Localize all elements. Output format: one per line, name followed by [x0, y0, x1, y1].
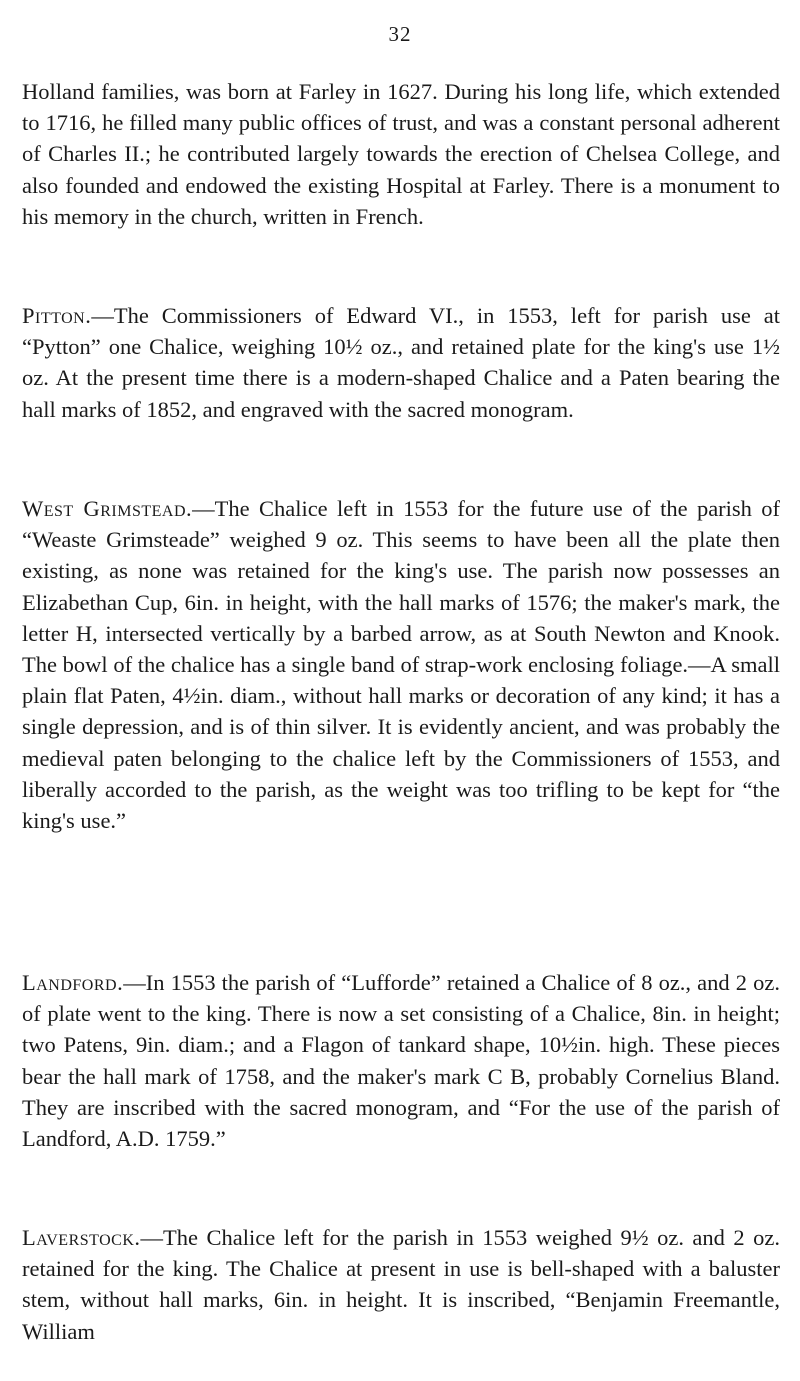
paragraph-west-grimstead [22, 493, 780, 836]
paragraph-text: —In 1553 the parish of “Lufforde” retained a Chalice of 8 oz., and 2 oz. of plate went to the king. There is now a set consisting of a Chalice, 8in. in height; two Patens, 9in. diam.; and a Flagon of tankard shape, 10½in. high. These pieces bear the hall mark of 1758, and the maker's mark C B, probably Cornelius Bland. They are inscribed with the sacred monogram, and “For the use of the parish of Landford, A.D. 1759.” [22, 970, 780, 1152]
paragraph-body [22, 967, 780, 1154]
paragraph-body [22, 1222, 780, 1347]
paragraph-heading: Landford. [22, 970, 124, 995]
paragraph-heading: Laverstock. [22, 1225, 141, 1250]
paragraph-text: —The Commissioners of Edward VI., in 1553, left for parish use at “Pytton” one Chalice, weighing 10½ oz., and retained plate for the king's use 1½ oz. At the present time there is a modern-shaped Chalice and a Paten bearing the hall marks of 1852, and engraved with the sacred monogram. [22, 303, 780, 422]
paragraph-laverstock [22, 1222, 780, 1347]
paragraph-body [22, 300, 780, 425]
paragraph-body [22, 493, 780, 836]
paragraph-heading: Pitton. [22, 303, 92, 328]
paragraph-pitton [22, 300, 780, 425]
paragraph-farley-continuation [22, 76, 780, 232]
paragraph-text: —The Chalice left in 1553 for the future use of the parish of “Weaste Grimsteade” weighed 9 oz. This seems to have been all the plate then existing, as none was retained for the king's use. The parish now possesses an Elizabethan Cup, 6in. in height, with the hall marks of 1576; the maker's mark, the letter H, intersected vertically by a barbed arrow, as at South Newton and Knook. The bowl of the chalice has a single band of strap-work enclosing foliage.—A small plain flat Paten, 4½in. diam., without hall marks or decoration of any kind; it has a single depression, and is of thin silver. It is evidently ancient, and was probably the medieval paten belonging to the chalice left by the Commissioners of 1553, and liberally accorded to the parish, as the weight was too trifling to be kept for “the king's use.” [22, 496, 780, 834]
paragraph-landford [22, 967, 780, 1154]
paragraph-text: —The Chalice left for the parish in 1553 weighed 9½ oz. and 2 oz. retained for the king. The Chalice at present in use is bell-shaped with a baluster stem, without hall marks, 6in. in height. It is inscribed, “Benjamin Freemantle, William [22, 1225, 780, 1344]
paragraph-text: Holland families, was born at Farley in 1627. During his long life, which extended to 1716, he filled many public offices of trust, and was a constant personal adherent of Charles II.; he contributed largely towards the erection of Chelsea College, and also founded and endowed the existing Hospital at Farley. There is a monument to his memory in the church, written in French. [22, 79, 780, 229]
page-number: 32 [388, 22, 412, 46]
paragraph-heading: West Grimstead. [22, 496, 193, 521]
